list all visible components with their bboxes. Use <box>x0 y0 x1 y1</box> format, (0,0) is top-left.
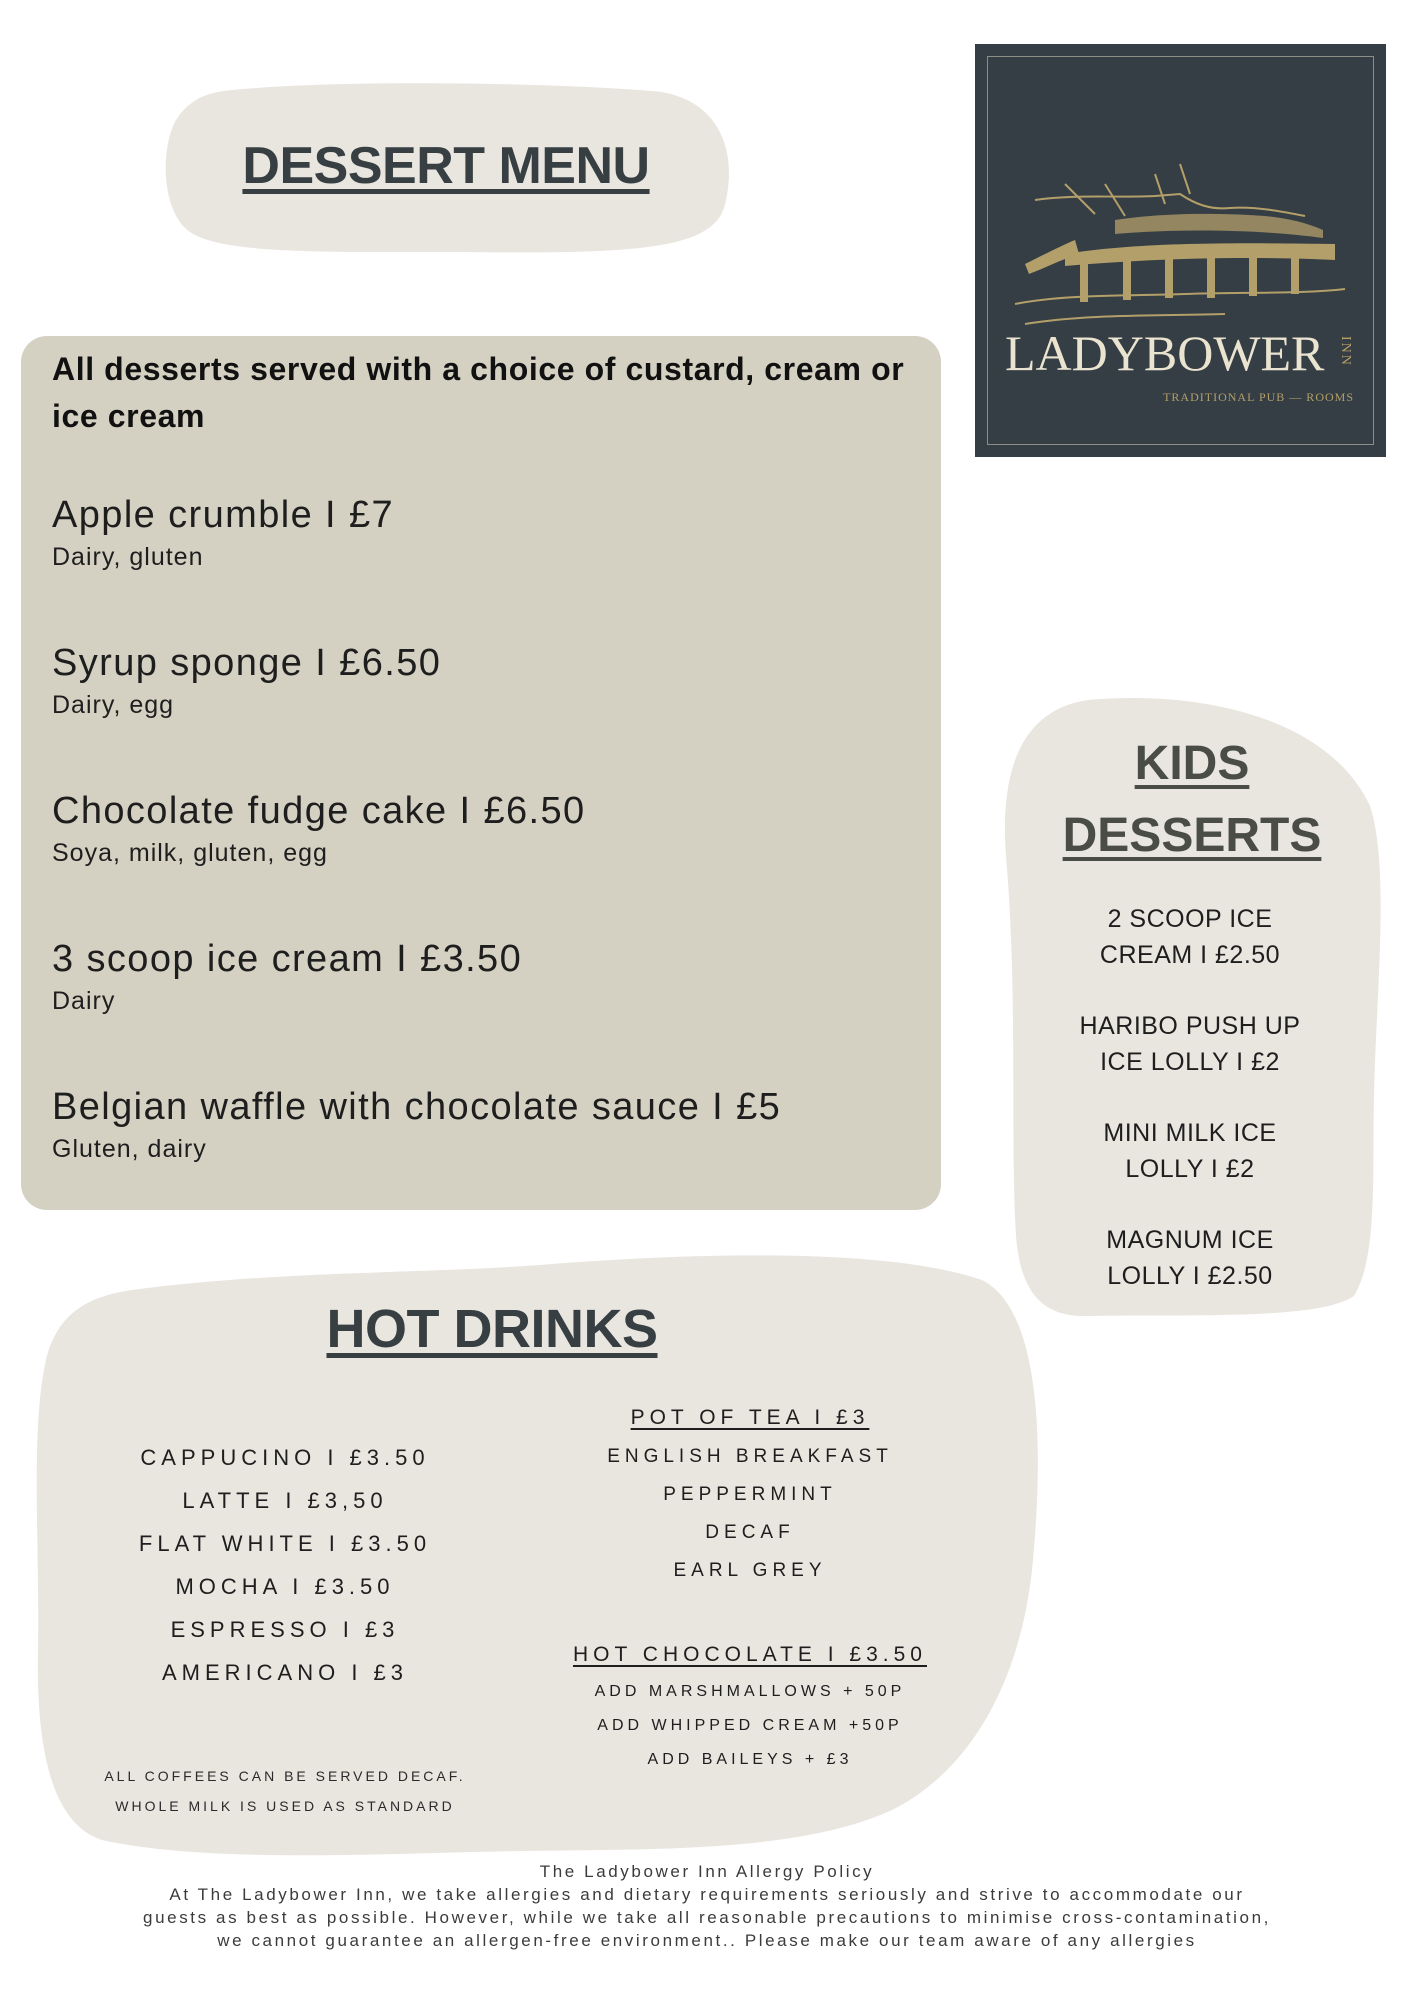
page-title: DESSERT MENU <box>242 137 650 195</box>
tea-item: ENGLISH BREAKFAST <box>607 1446 893 1467</box>
dessert-name: Belgian waffle with chocolate sauce I £5 <box>52 1086 782 1128</box>
kids-item-line2: CREAM I £2.50 <box>1099 941 1281 969</box>
dessert-name: Apple crumble I £7 <box>52 494 395 536</box>
coffee-note: ALL COFFEES CAN BE SERVED DECAF. <box>104 1768 466 1784</box>
kids-item <box>1040 1008 1340 1080</box>
dessert-item <box>52 492 912 574</box>
allergy-policy-title: The Ladybower Inn Allergy Policy <box>539 1862 875 1881</box>
kids-title-line2: DESSERTS <box>1062 809 1322 862</box>
coffee-note: WHOLE MILK IS USED AS STANDARD <box>115 1798 455 1814</box>
desserts-panel <box>21 336 941 1210</box>
coffee-item: AMERICANO I £3 <box>161 1660 409 1685</box>
kids-desserts-title <box>1002 728 1382 872</box>
kids-item-line1: MINI MILK ICE <box>1103 1119 1277 1147</box>
dessert-allergens: Dairy, gluten <box>52 543 204 571</box>
addon-item: ADD WHIPPED CREAM +50P <box>597 1717 903 1734</box>
addon-item: ADD BAILEYS + £3 <box>647 1751 853 1768</box>
dessert-allergens: Gluten, dairy <box>52 1135 207 1163</box>
addon-item: ADD MARSHMALLOWS + 50P <box>594 1683 906 1700</box>
tea-item: EARL GREY <box>673 1560 827 1581</box>
coffee-item: MOCHA I £3.50 <box>175 1574 395 1599</box>
logo-tagline: TRADITIONAL PUB — ROOMS <box>1163 390 1354 404</box>
coffee-item: ESPRESSO I £3 <box>170 1617 400 1642</box>
kids-item <box>1040 1222 1340 1294</box>
bridge-sketch-icon <box>1005 144 1355 334</box>
hot-drinks-title: HOT DRINKS <box>326 1299 658 1359</box>
kids-title-line1: KIDS <box>1134 737 1250 790</box>
dessert-allergens: Soya, milk, gluten, egg <box>52 839 328 867</box>
tea-item: PEPPERMINT <box>663 1484 837 1505</box>
kids-item-line2: ICE LOLLY I £2 <box>1100 1048 1280 1076</box>
allergy-policy-line: guests as best as possible. However, while we take all reasonable precautions to minimise cross-contamination, <box>143 1908 1271 1927</box>
kids-item <box>1040 1115 1340 1187</box>
dessert-item <box>52 640 912 722</box>
allergy-policy-line: we cannot guarantee an allergen-free environment.. Please make our team aware of any allergies <box>217 1931 1197 1950</box>
kids-item-line2: LOLLY I £2.50 <box>1107 1262 1273 1290</box>
dessert-item <box>52 788 912 870</box>
logo-wordmark: LADYBOWER <box>1005 325 1325 381</box>
dessert-allergens: Dairy, egg <box>52 691 175 719</box>
tea-item: DECAF <box>705 1522 795 1543</box>
coffee-item: FLAT WHITE I £3.50 <box>138 1531 432 1556</box>
dessert-item <box>52 1084 912 1166</box>
coffee-item: LATTE I £3,50 <box>182 1488 388 1513</box>
kids-item-line1: MAGNUM ICE <box>1106 1226 1274 1254</box>
dessert-allergens: Dairy <box>52 987 116 1015</box>
dessert-name: 3 scoop ice cream I £3.50 <box>52 938 523 980</box>
allergy-policy-line: At The Ladybower Inn, we take allergies and dietary requirements seriously and strive to accommodate our <box>169 1885 1245 1904</box>
dessert-item <box>52 936 912 1018</box>
logo-inn-text: INN <box>1338 336 1353 367</box>
kids-item-line1: HARIBO PUSH UP <box>1079 1012 1301 1040</box>
kids-item <box>1040 901 1340 973</box>
kids-item-line1: 2 SCOOP ICE <box>1107 905 1273 933</box>
dessert-name: Chocolate fudge cake I £6.50 <box>52 790 586 832</box>
ladybower-logo <box>975 44 1386 457</box>
tea-heading: POT OF TEA I £3 <box>630 1406 870 1429</box>
kids-item-line2: LOLLY I £2 <box>1125 1155 1255 1183</box>
hot-chocolate-heading: HOT CHOCOLATE I £3.50 <box>573 1643 927 1666</box>
coffee-item: CAPPUCINO I £3.50 <box>140 1445 430 1470</box>
dessert-name: Syrup sponge I £6.50 <box>52 642 442 684</box>
desserts-intro: All desserts served with a choice of custard, cream or ice cream <box>52 351 905 434</box>
